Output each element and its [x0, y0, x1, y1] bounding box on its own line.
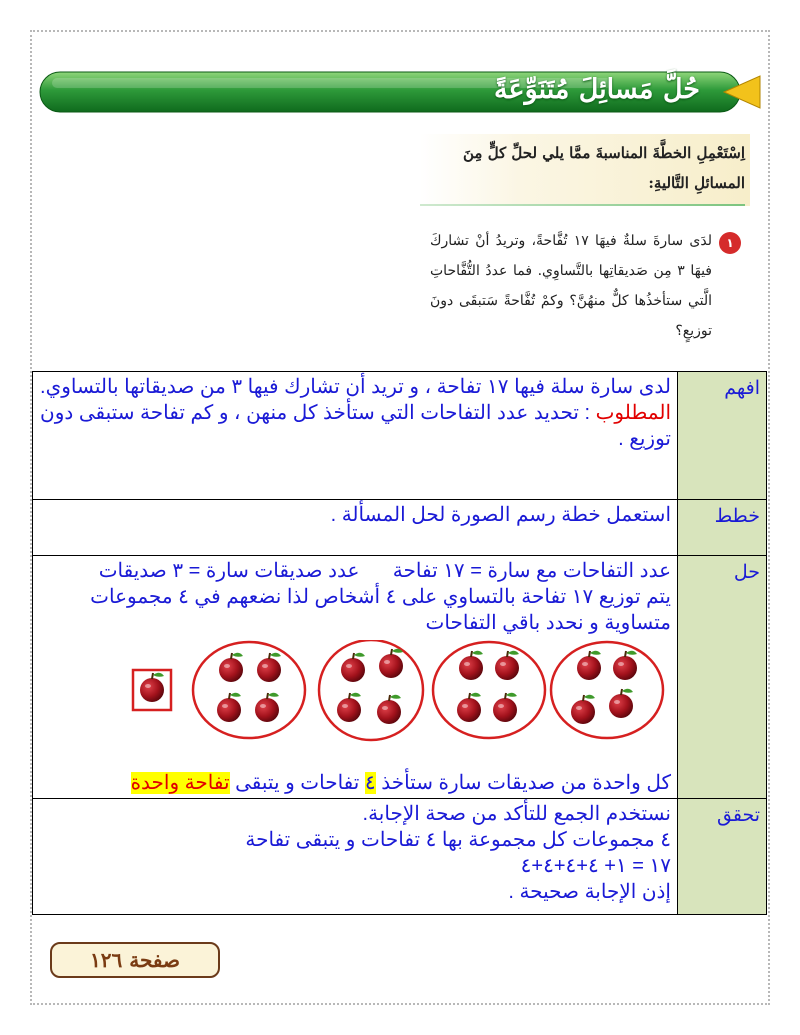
apple-icon: [493, 693, 517, 722]
plan-text: استعمل خطة رسم الصورة لحل المسألة .: [33, 500, 678, 556]
apple-icon: [609, 689, 633, 718]
solution-table: [32, 371, 767, 915]
apple-groups: [109, 640, 669, 750]
page-title: حُلَّ مَسائِلَ مُتَنَوِّعَةً: [494, 74, 700, 105]
group-circle-4: [193, 642, 305, 738]
group-circle-1: [551, 642, 663, 738]
label-check: تحقق: [678, 799, 767, 915]
page-number-box: [50, 942, 220, 978]
required-text: : تحديد عدد التفاحات التي ستأخذ كل منهن ، و كم تفاحة ستبقى دون توزيع .: [40, 402, 671, 450]
apple-icon: [341, 653, 365, 682]
apple-icon: [571, 695, 595, 724]
understand-required: [39, 400, 671, 452]
apple-icon: [257, 653, 281, 682]
apple-icon: [613, 651, 637, 680]
apples-illustration: [39, 636, 671, 746]
solve-result: [39, 770, 671, 796]
instruction-text: اِسْتَعْمِلِ الخطَّةَ المناسبةَ ممَّا يلي لحلِّ كلٍّ مِنَ المسائلِ التَّاليةِ:: [463, 144, 745, 192]
row-understand: [33, 372, 767, 500]
problem-text: لدَى سارةَ سلةٌ فيهَا ١٧ تُفَّاحةً، وتريدُ أنْ تشاركَ فيهَا ٣ مِن صَديقاتِها بالتَّساوِي. فما عددُ التُّفَّاحاتِ الَّتي ستأخذُها كلٌّ منهُنَّ؟ وكمْ تُفَّاحةً سَتبقَى دونَ توزيعٍ؟: [430, 233, 712, 339]
solve-line2: يتم توزيع ١٧ تفاحة بالتساوي على ٤ أشخاص لذا نضعهم في ٤ مجموعات متساوية و نحدد باقي التفاحات: [90, 586, 671, 634]
label-plan: خطط: [678, 500, 767, 556]
label-understand: افهم: [678, 372, 767, 500]
apple-icon: [495, 651, 519, 680]
apple-icon: [457, 693, 481, 722]
row-plan: [33, 500, 767, 556]
instruction-underline: [420, 204, 745, 206]
row-check: [33, 799, 767, 915]
group-circle-3: [319, 640, 423, 740]
check-line2: ٤ مجموعات كل مجموعة بها ٤ تفاحات و يتبقى تفاحة: [245, 829, 671, 851]
problem-number-badge: ١: [719, 232, 741, 254]
apple-icon: [379, 649, 403, 678]
result-text-1: كل واحدة من صديقات سارة ستأخذ: [375, 772, 671, 794]
check-line4: إذن الإجابة صحيحة .: [508, 881, 671, 903]
cell-solve: [33, 556, 678, 799]
page-number: صفحة ١٢٦: [90, 948, 180, 972]
apple-icon: [217, 693, 241, 722]
check-line1: نستخدم الجمع للتأكد من صحة الإجابة.: [362, 803, 671, 825]
row-solve: [33, 556, 767, 799]
group-circle-2: [433, 642, 545, 738]
solve-line1: [39, 558, 671, 584]
understand-line1: لدى سارة سلة فيها ١٧ تفاحة ، و تريد أن تشارك فيها ٣ من صديقاتها بالتساوي.: [40, 376, 671, 398]
cell-check: [33, 799, 678, 915]
apple-icon: [255, 693, 279, 722]
apple-icon: [219, 653, 243, 682]
apple-icon: [377, 695, 401, 724]
apple-icon: [577, 651, 601, 680]
friends-count-text: عدد صديقات سارة = ٣ صديقات: [98, 560, 360, 582]
check-line3: ١٧ = ١+ ٤+٤+٤+٤: [520, 855, 671, 877]
apples-count-text: عدد التفاحات مع سارة = ١٧ تفاحة: [392, 560, 671, 582]
label-solve: حل: [678, 556, 767, 799]
result-number: ٤: [364, 772, 376, 794]
result-text-2: تفاحات و يتبقى: [229, 772, 365, 794]
apple-icon: [140, 673, 164, 702]
apple-icon: [337, 693, 361, 722]
cell-understand: [33, 372, 678, 500]
result-remainder: تفاحة واحدة: [130, 772, 230, 794]
required-label: المطلوب: [595, 402, 671, 424]
apple-icon: [459, 651, 483, 680]
